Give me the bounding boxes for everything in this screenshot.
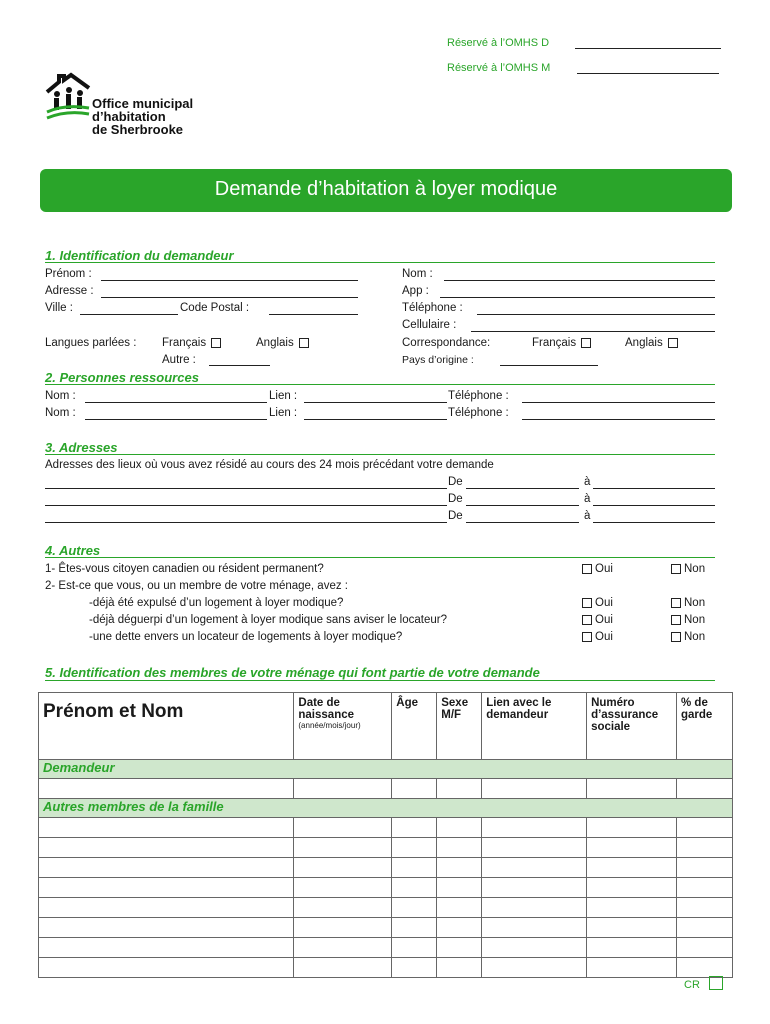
cellulaire-field[interactable] (471, 331, 715, 332)
question-menage: 2- Est-ce que vous, ou un membre de votre ménage, avez : (45, 580, 348, 592)
checkbox-icon[interactable] (668, 338, 678, 348)
section-5-rule (45, 680, 715, 681)
expulse-non-option[interactable]: Non (671, 597, 705, 609)
adresse-2-de-field[interactable] (466, 505, 579, 506)
ressource-1-lien-field[interactable] (304, 402, 447, 403)
demandeur-band: Demandeur (39, 760, 733, 779)
ressource-2-nom-label: Nom : (45, 407, 76, 419)
app-field[interactable] (440, 297, 715, 298)
table-row[interactable] (39, 858, 733, 878)
cellulaire-label: Cellulaire : (402, 319, 457, 331)
ressource-2-tel-label: Téléphone : (448, 407, 509, 419)
section-2-title: 2. Personnes ressources (45, 370, 199, 385)
cr-checkbox[interactable] (709, 976, 723, 990)
pays-origine-label: Pays d’origine : (402, 354, 474, 366)
col-nas: Numéro d’assurance sociale (587, 693, 677, 760)
table-row[interactable] (39, 779, 733, 799)
dette-oui-option[interactable]: Oui (582, 631, 613, 643)
langue-autre-field[interactable] (209, 365, 270, 366)
checkbox-icon[interactable] (671, 564, 681, 574)
adresse-1-a-field[interactable] (593, 488, 715, 489)
deguerpi-oui-option[interactable]: Oui (582, 614, 613, 626)
reserve-m-line[interactable] (577, 73, 719, 74)
deguerpi-non-option[interactable]: Non (671, 614, 705, 626)
code-postal-label: Code Postal : (180, 302, 250, 314)
section-3-rule (45, 454, 715, 455)
col-sexe: Sexe M/F (437, 693, 482, 760)
checkbox-icon[interactable] (671, 615, 681, 625)
prenom-label: Prénom : (45, 268, 92, 280)
autres-membres-band: Autres membres de la famille (39, 799, 733, 818)
omhs-logo-icon (45, 72, 91, 120)
adresse-2-a-field[interactable] (593, 505, 715, 506)
question-expulse: -déjà été expulsé d’un logement à loyer modique? (89, 597, 344, 609)
cr-label: CR (684, 979, 700, 991)
reserve-d-line[interactable] (575, 48, 721, 49)
ressource-2-nom-field[interactable] (85, 419, 267, 420)
household-members-table (38, 692, 733, 978)
adresse-label: Adresse : (45, 285, 94, 297)
checkbox-icon[interactable] (299, 338, 309, 348)
prenom-field[interactable] (101, 280, 358, 281)
expulse-oui-option[interactable]: Oui (582, 597, 613, 609)
section-5-title: 5. Identification des membres de votre ménage qui font partie de votre demande (45, 665, 540, 680)
question-citoyen: 1- Êtes-vous citoyen canadien ou résident permanent? (45, 563, 324, 575)
section-2-rule (45, 384, 715, 385)
adresse-1-a-label: à (584, 476, 591, 488)
section-1-title: 1. Identification du demandeur (45, 248, 234, 263)
adresse-1-field[interactable] (45, 488, 447, 489)
adresse-2-field[interactable] (45, 505, 447, 506)
omhs-logo-text: Office municipal d’habitation de Sherbrooke (92, 96, 194, 137)
adresse-2-a-label: à (584, 493, 591, 505)
telephone-field[interactable] (477, 314, 715, 315)
adresse-3-de-field[interactable] (466, 522, 579, 523)
form-title-banner (40, 169, 732, 212)
page-title: Demande d’habitation à loyer modique (214, 178, 558, 200)
col-lien: Lien avec le demandeur (482, 693, 587, 760)
table-row[interactable] (39, 958, 733, 978)
col-date-naissance: Date de naissance (année/mois/jour) (294, 693, 392, 760)
checkbox-icon[interactable] (582, 615, 592, 625)
section-3-title: 3. Adresses (45, 440, 118, 455)
adresse-1-de-label: De (448, 476, 463, 488)
ressource-2-lien-field[interactable] (304, 419, 447, 420)
table-row[interactable] (39, 918, 733, 938)
table-row[interactable] (39, 878, 733, 898)
app-label: App : (402, 285, 429, 297)
ressource-1-nom-label: Nom : (45, 390, 76, 402)
table-row[interactable] (39, 838, 733, 858)
table-row[interactable] (39, 818, 733, 838)
col-garde: % de garde (677, 693, 733, 760)
col-prenom-nom: Prénom et Nom (39, 693, 294, 760)
adresse-3-de-label: De (448, 510, 463, 522)
ville-label: Ville : (45, 302, 73, 314)
checkbox-icon[interactable] (582, 632, 592, 642)
section-4-title: 4. Autres (45, 543, 101, 558)
checkbox-icon[interactable] (671, 632, 681, 642)
reserve-m-label: Réservé à l’OMHS M (447, 62, 551, 74)
adresse-field[interactable] (101, 297, 358, 298)
ville-field[interactable] (80, 314, 178, 315)
checkbox-icon[interactable] (581, 338, 591, 348)
langue-anglais-option[interactable]: Anglais (256, 337, 309, 349)
correspondance-label: Correspondance: (402, 337, 491, 349)
adresse-3-field[interactable] (45, 522, 447, 523)
telephone-label: Téléphone : (402, 302, 463, 314)
adresse-3-a-field[interactable] (593, 522, 715, 523)
section-1-rule (45, 262, 715, 263)
langue-francais-option[interactable]: Français (162, 337, 221, 349)
corresp-francais-option[interactable]: Français (532, 337, 591, 349)
checkbox-icon[interactable] (582, 564, 592, 574)
reserve-d-label: Réservé à l’OMHS D (447, 37, 550, 49)
table-row[interactable] (39, 938, 733, 958)
ressource-2-lien-label: Lien : (269, 407, 298, 419)
table-row[interactable] (39, 898, 733, 918)
code-postal-field[interactable] (269, 314, 358, 315)
adresses-intro: Adresses des lieux où vous avez résidé au cours des 24 mois précédant votre demande (45, 459, 494, 471)
checkbox-icon[interactable] (211, 338, 221, 348)
adresse-3-a-label: à (584, 510, 591, 522)
question-deguerpi: -déjà déguerpi d’un logement à loyer modique sans aviser le locateur? (89, 614, 447, 626)
langues-label: Langues parlées : (45, 337, 137, 349)
ressource-1-tel-label: Téléphone : (448, 390, 509, 402)
adresse-2-de-label: De (448, 493, 463, 505)
section-4-rule (45, 557, 715, 558)
citoyen-oui-option[interactable]: Oui (582, 563, 613, 575)
adresse-1-de-field[interactable] (466, 488, 579, 489)
ressource-1-nom-field[interactable] (85, 402, 267, 403)
ressource-2-tel-field[interactable] (522, 419, 715, 420)
checkbox-icon[interactable] (582, 598, 592, 608)
ressource-1-tel-field[interactable] (522, 402, 715, 403)
corresp-anglais-option[interactable]: Anglais (625, 337, 678, 349)
dette-non-option[interactable]: Non (671, 631, 705, 643)
col-age: Âge (392, 693, 437, 760)
checkbox-icon[interactable] (671, 598, 681, 608)
nom-field[interactable] (444, 280, 715, 281)
langue-autre-label: Autre : (162, 354, 196, 366)
ressource-1-lien-label: Lien : (269, 390, 298, 402)
nom-label: Nom : (402, 268, 433, 280)
pays-origine-field[interactable] (500, 365, 598, 366)
citoyen-non-option[interactable]: Non (671, 563, 705, 575)
table-header-row (39, 693, 733, 760)
question-dette: -une dette envers un locateur de logements à loyer modique? (89, 631, 403, 643)
